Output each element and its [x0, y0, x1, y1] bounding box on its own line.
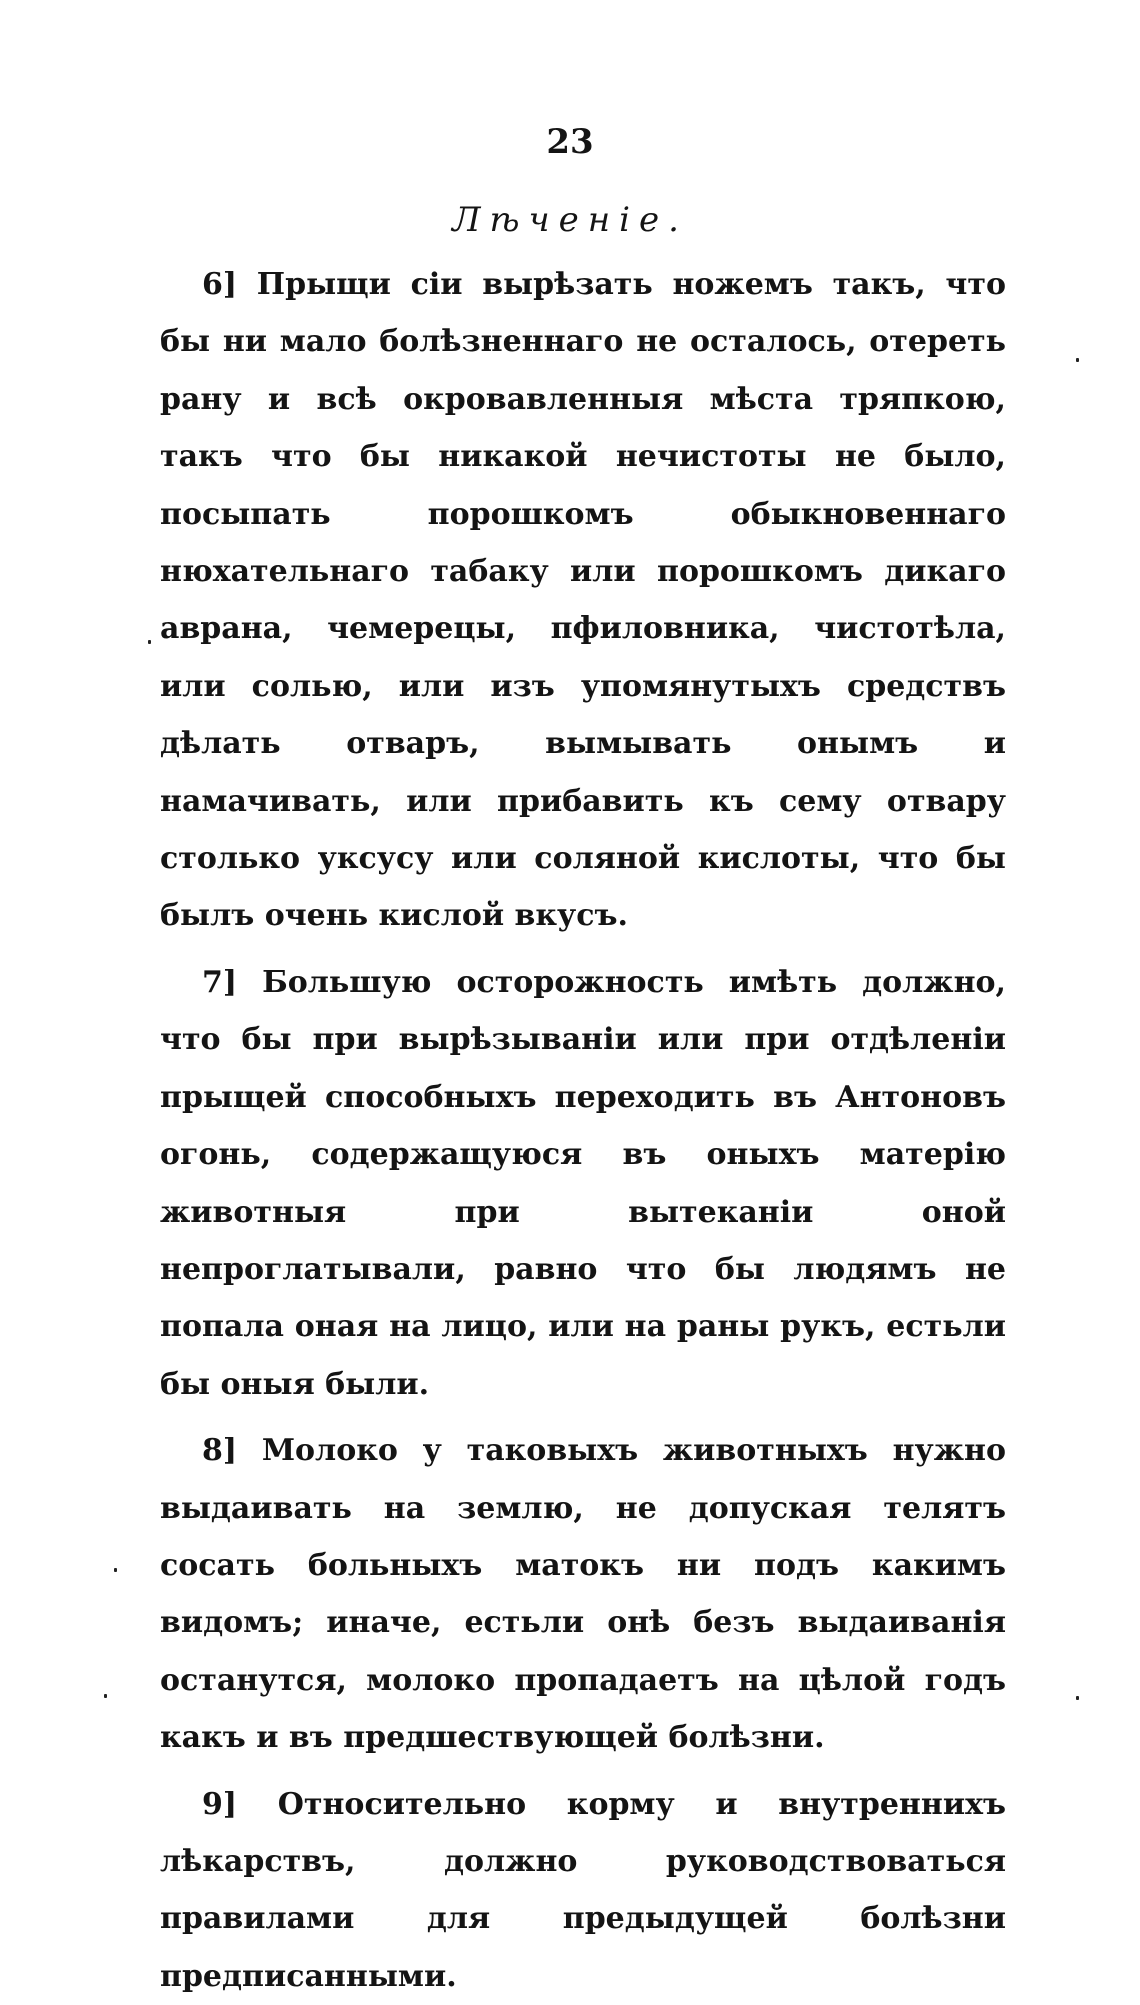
paragraph-text: Относительно корму и внутреннихъ лѣкарствъ, должно руководствоваться правилами для предыдущей болѣзни предписанными.: [160, 1786, 1006, 1994]
body-text: [160, 256, 1006, 2005]
paragraph-9: [160, 1776, 1006, 2005]
paragraph-text: Большую осторожность имѣть должно, что бы при вырѣзываніи или при отдѣленіи прыщей способныхъ переходить въ Антоновъ огонь, содержащуюся въ оныхъ матерію животныя при вытеканіи оной непроглатывали, равно что бы людямъ не попала оная на лицо, или на раны рукъ, естьли бы оныя были.: [160, 964, 1006, 1402]
section-title: Лѣченіе.: [452, 200, 688, 240]
paragraph-number: 8]: [202, 1433, 238, 1469]
paragraph-text: Прыщи сіи вырѣзать ножемъ такъ, что бы ни мало болѣзненнаго не осталось, отереть рану и всѣ окровавленныя мѣста тряпкою, такъ что бы никакой нечистоты не было, посыпать порошкомъ обыкновеннаго нюхательнаго табаку или порошкомъ дикаго аврана, чемерецы, пфиловника, чистотѣла, или солью, или изъ упомянутыхъ средствъ дѣлать отваръ, вымывать онымъ и намачивать, или прибавить къ сему отвару столько уксусу или соляной кислоты, что бы былъ очень кислой вкусъ.: [160, 267, 1006, 934]
paragraph-number: 7]: [202, 964, 238, 1000]
paragraph-7: [160, 954, 1006, 1413]
paragraph-text: Молоко у таковыхъ животныхъ нужно выдаивать на землю, не допуская телятъ сосать больныхъ матокъ ни подъ какимъ видомъ; иначе, естьли онѣ безъ выдаиванія останутся, молоко пропадаетъ на цѣлой годъ какъ и въ предшествующей болѣзни.: [160, 1433, 1006, 1756]
scan-speck: [114, 1568, 117, 1572]
scan-speck: [1076, 358, 1079, 362]
scan-speck: [148, 640, 151, 644]
paragraph-number: 6]: [202, 267, 238, 302]
page-number: 23: [546, 122, 594, 162]
paragraph-8: [160, 1422, 1006, 1766]
paragraph-6: [160, 256, 1006, 945]
scan-speck: [104, 1694, 107, 1698]
paragraph-number: 9]: [202, 1786, 238, 1822]
scan-speck: [1076, 1696, 1079, 1700]
